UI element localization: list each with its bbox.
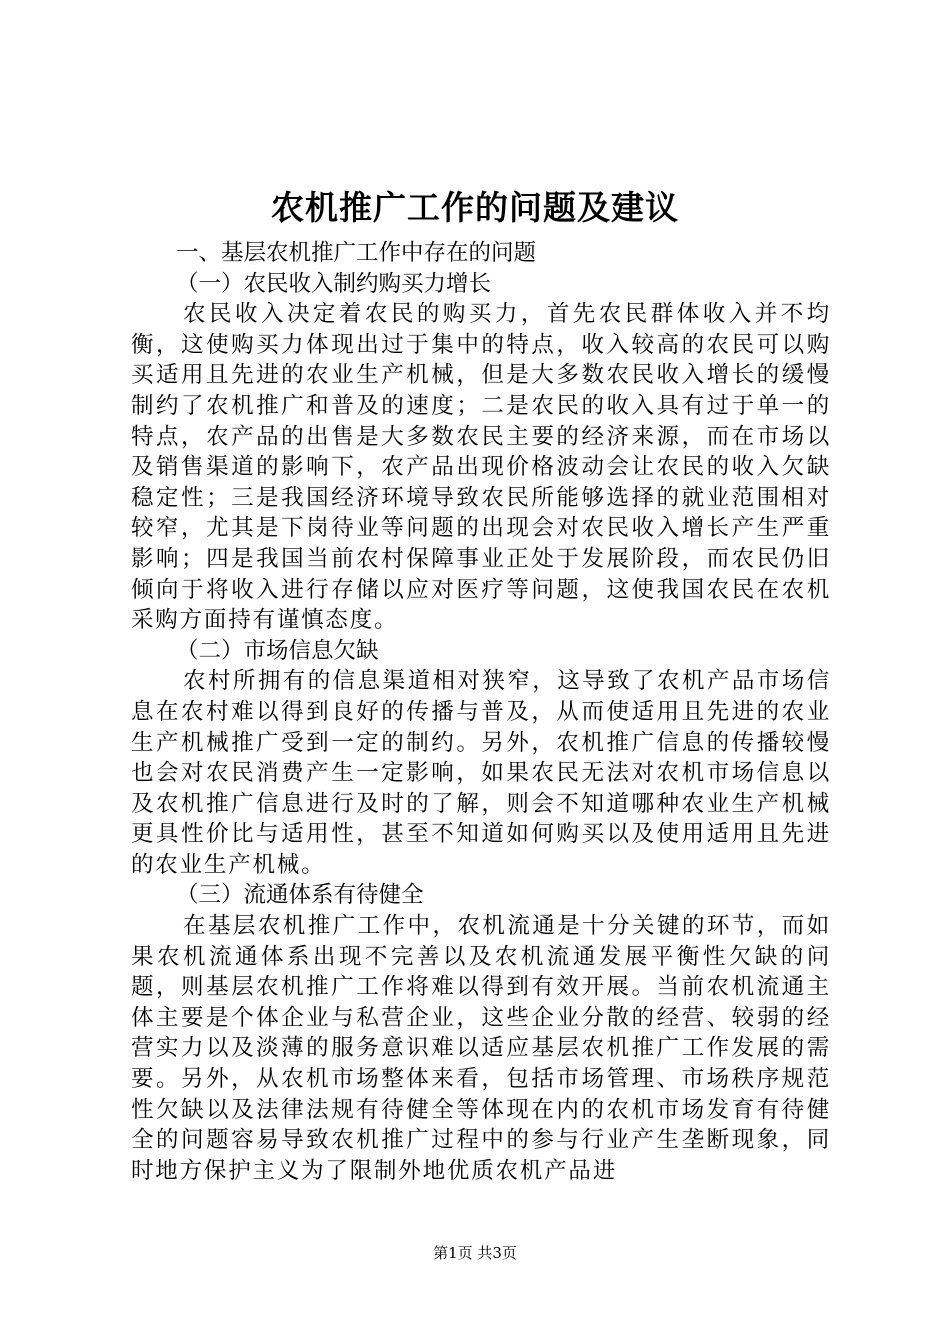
document-title: 农机推广工作的问题及建议 <box>271 188 679 227</box>
subsection-heading-1: （一）农民收入制约购买力增长 <box>176 270 492 297</box>
paragraph-2: 农村所拥有的信息渠道相对狭窄，这导致了农机产品市场信息在农村难以得到良好的传播与普及，从而使适用且先进的农业生产机械推广受到一定的制约。另外，农机推广信息的传播较慢也会对农民消费产生一定影响，如果农民无法对农机市场信息以及农机推广信息进行及时的了解，则会不知道哪种农业生产机械更具性价比与适用性，甚至不知道如何购买以及使用适用且先进的农业生产机械。 <box>131 668 831 878</box>
section-heading: 一、基层农机推广工作中存在的问题 <box>176 240 537 266</box>
paragraph-3: 在基层农机推广工作中，农机流通是十分关键的环节，而如果农机流通体系出现不完善以及农机流通发展平衡性欠缺的问题，则基层农机推广工作将难以得到有效开展。当前农机流通主体主要是个体企业与私营企业，这些企业分散的经营、较弱的经营实力以及淡薄的服务意识难以适应基层农机推广工作发展的需要。另外，从农机市场整体来看，包括市场管理、市场秩序规范性欠缺以及法律法规有待健全等体现在内的农机市场发育有待健全的问题容易导致农机推广过程中的参与行业产生垄断现象，同时地方保护主义为了限制外地优质农机产品进 <box>131 913 831 1184</box>
subsection-heading-2: （二）市场信息欠缺 <box>176 637 379 664</box>
page-footer: 第1页 共3页 <box>433 1244 517 1262</box>
subsection-heading-3: （三）流通体系有待健全 <box>176 882 424 909</box>
paragraph-1: 农民收入决定着农民的购买力，首先农民群体收入并不均衡，这使购买力体现出过于集中的特点，收入较高的农民可以购买适用且先进的农业生产机械，但是大多数农民收入增长的缓慢制约了农机推广和普及的速度；二是农民的收入具有过于单一的特点，农产品的出售是大多数农民主要的经济来源，而在市场以及销售渠道的影响下，农产品出现价格波动会让农民的收入欠缺稳定性；三是我国经济环境导致农民所能够选择的就业范围相对较窄，尤其是下岗待业等问题的出现会对农民收入增长产生严重影响；四是我国当前农村保障事业正处于发展阶段，而农民仍旧倾向于将收入进行存储以应对医疗等问题，这使我国农民在农机采购方面持有谨慎态度。 <box>131 301 831 634</box>
document-body <box>131 238 831 1186</box>
